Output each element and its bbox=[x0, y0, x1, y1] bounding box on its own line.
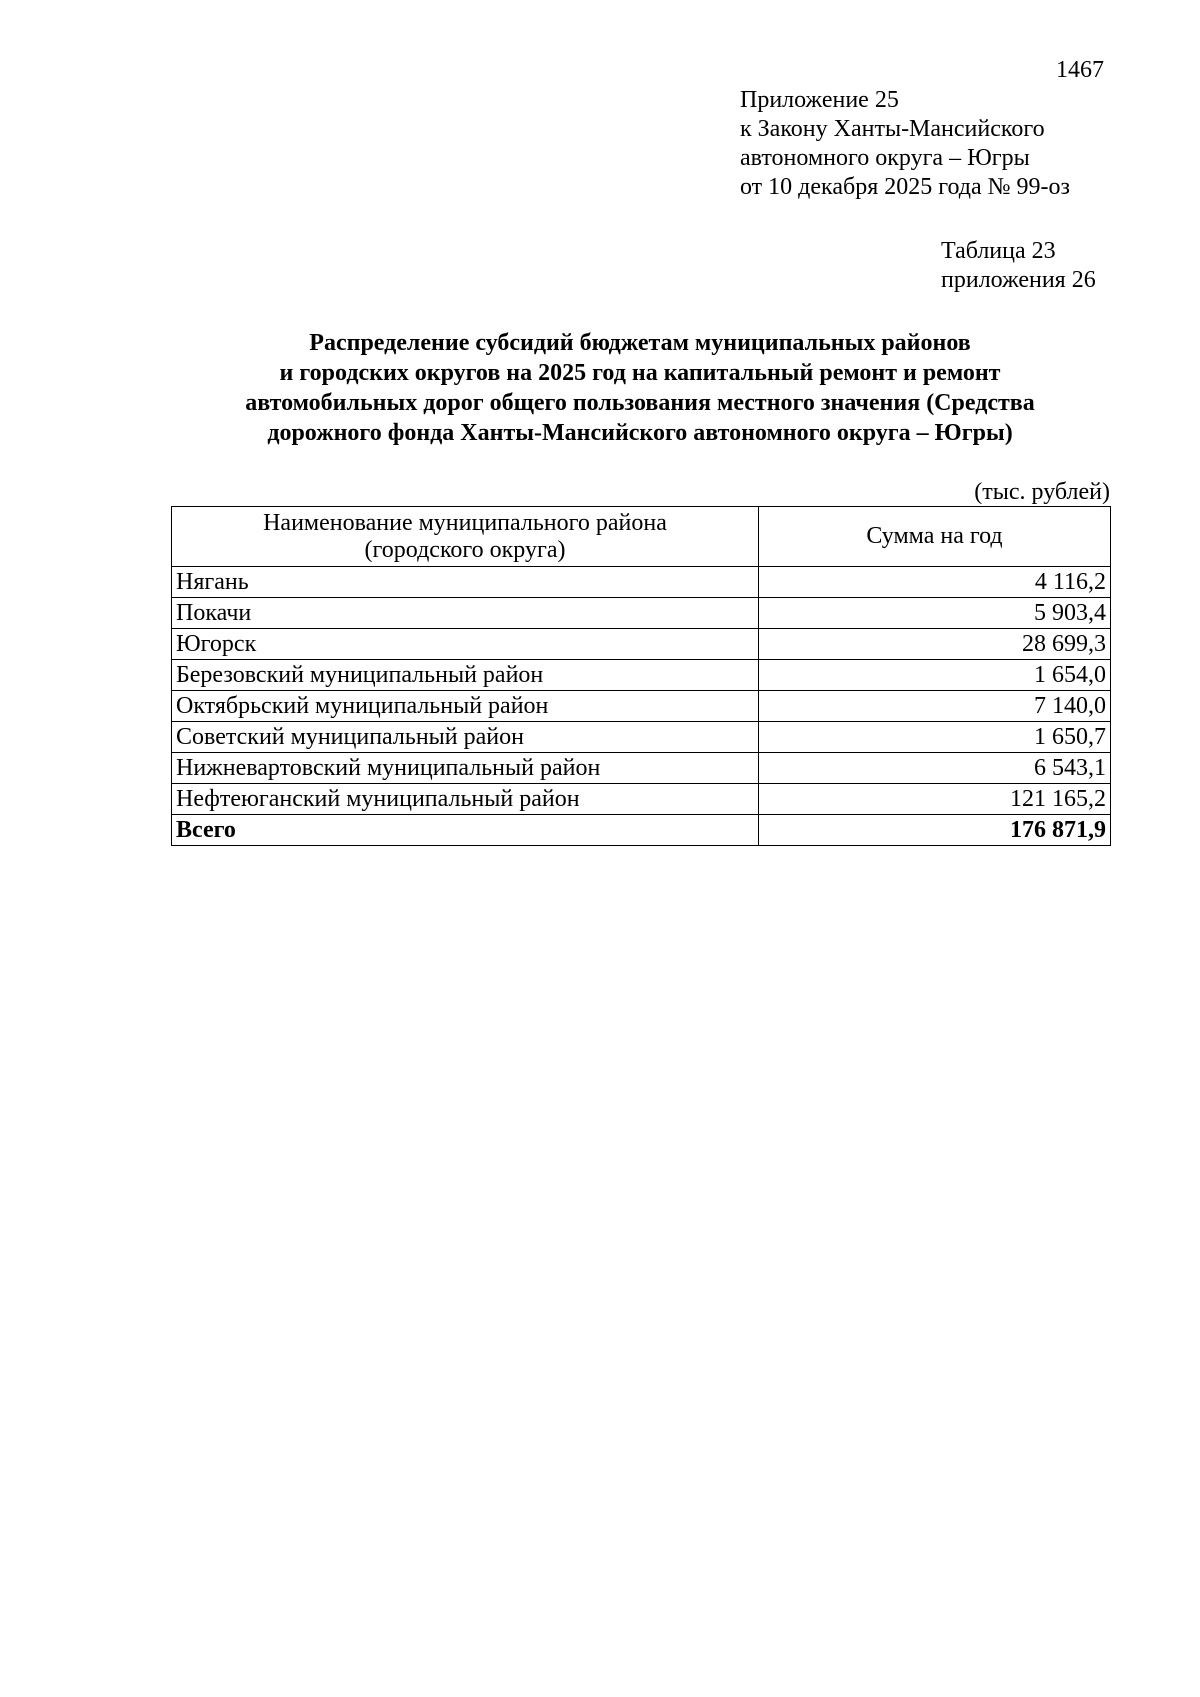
total-amount: 176 871,9 bbox=[759, 815, 1111, 846]
table-reference bbox=[941, 237, 1096, 295]
table-row bbox=[172, 691, 1111, 722]
table-row bbox=[172, 629, 1111, 660]
title-line: автомобильных дорог общего пользования местного значения (Средства bbox=[245, 390, 1035, 416]
row-amount: 7 140,0 bbox=[759, 691, 1111, 722]
row-amount: 28 699,3 bbox=[759, 629, 1111, 660]
row-name: Нефтеюганский муниципальный район bbox=[172, 784, 759, 815]
table-total-row bbox=[172, 815, 1111, 846]
table-reference-line: Таблица 23 bbox=[941, 238, 1056, 264]
title-line: дорожного фонда Ханты-Мансийского автономного округа – Югры) bbox=[267, 420, 1013, 446]
appendix-reference bbox=[740, 86, 1070, 202]
total-label: Всего bbox=[172, 815, 759, 846]
header-name-line1: Наименование муниципального района bbox=[263, 509, 667, 536]
table-row bbox=[172, 753, 1111, 784]
page-number: 1467 bbox=[1056, 57, 1104, 83]
row-amount: 6 543,1 bbox=[759, 753, 1111, 784]
table-row bbox=[172, 784, 1111, 815]
header-name bbox=[172, 507, 759, 567]
table-row bbox=[172, 567, 1111, 598]
appendix-line: Приложение 25 bbox=[740, 87, 899, 113]
table-row bbox=[172, 660, 1111, 691]
appendix-line: от 10 декабря 2025 года № 99-оз bbox=[740, 174, 1071, 200]
header-amount: Сумма на год bbox=[759, 507, 1111, 567]
row-amount: 1 650,7 bbox=[759, 722, 1111, 753]
table-header-row bbox=[172, 507, 1111, 567]
row-name: Югорск bbox=[172, 629, 759, 660]
row-amount: 4 116,2 bbox=[759, 567, 1111, 598]
title-line: и городских округов на 2025 год на капитальный ремонт и ремонт bbox=[279, 360, 1001, 386]
appendix-line: автономного округа – Югры bbox=[740, 145, 1030, 171]
row-name: Покачи bbox=[172, 598, 759, 629]
document-title bbox=[170, 328, 1110, 448]
row-name: Советский муниципальный район bbox=[172, 722, 759, 753]
row-name: Нягань bbox=[172, 567, 759, 598]
row-amount: 121 165,2 bbox=[759, 784, 1111, 815]
table-reference-line: приложения 26 bbox=[941, 267, 1096, 293]
row-name: Березовский муниципальный район bbox=[172, 660, 759, 691]
header-name-line2: (городского округа) bbox=[364, 536, 566, 563]
units-note: (тыс. рублей) bbox=[974, 479, 1110, 505]
table-row bbox=[172, 598, 1111, 629]
row-amount: 5 903,4 bbox=[759, 598, 1111, 629]
table-row bbox=[172, 722, 1111, 753]
row-name: Нижневартовский муниципальный район bbox=[172, 753, 759, 784]
row-amount: 1 654,0 bbox=[759, 660, 1111, 691]
row-name: Октябрьский муниципальный район bbox=[172, 691, 759, 722]
appendix-line: к Закону Ханты-Мансийского bbox=[740, 116, 1045, 142]
subsidy-table bbox=[171, 506, 1111, 846]
title-line: Распределение субсидий бюджетам муниципальных районов bbox=[309, 330, 971, 356]
